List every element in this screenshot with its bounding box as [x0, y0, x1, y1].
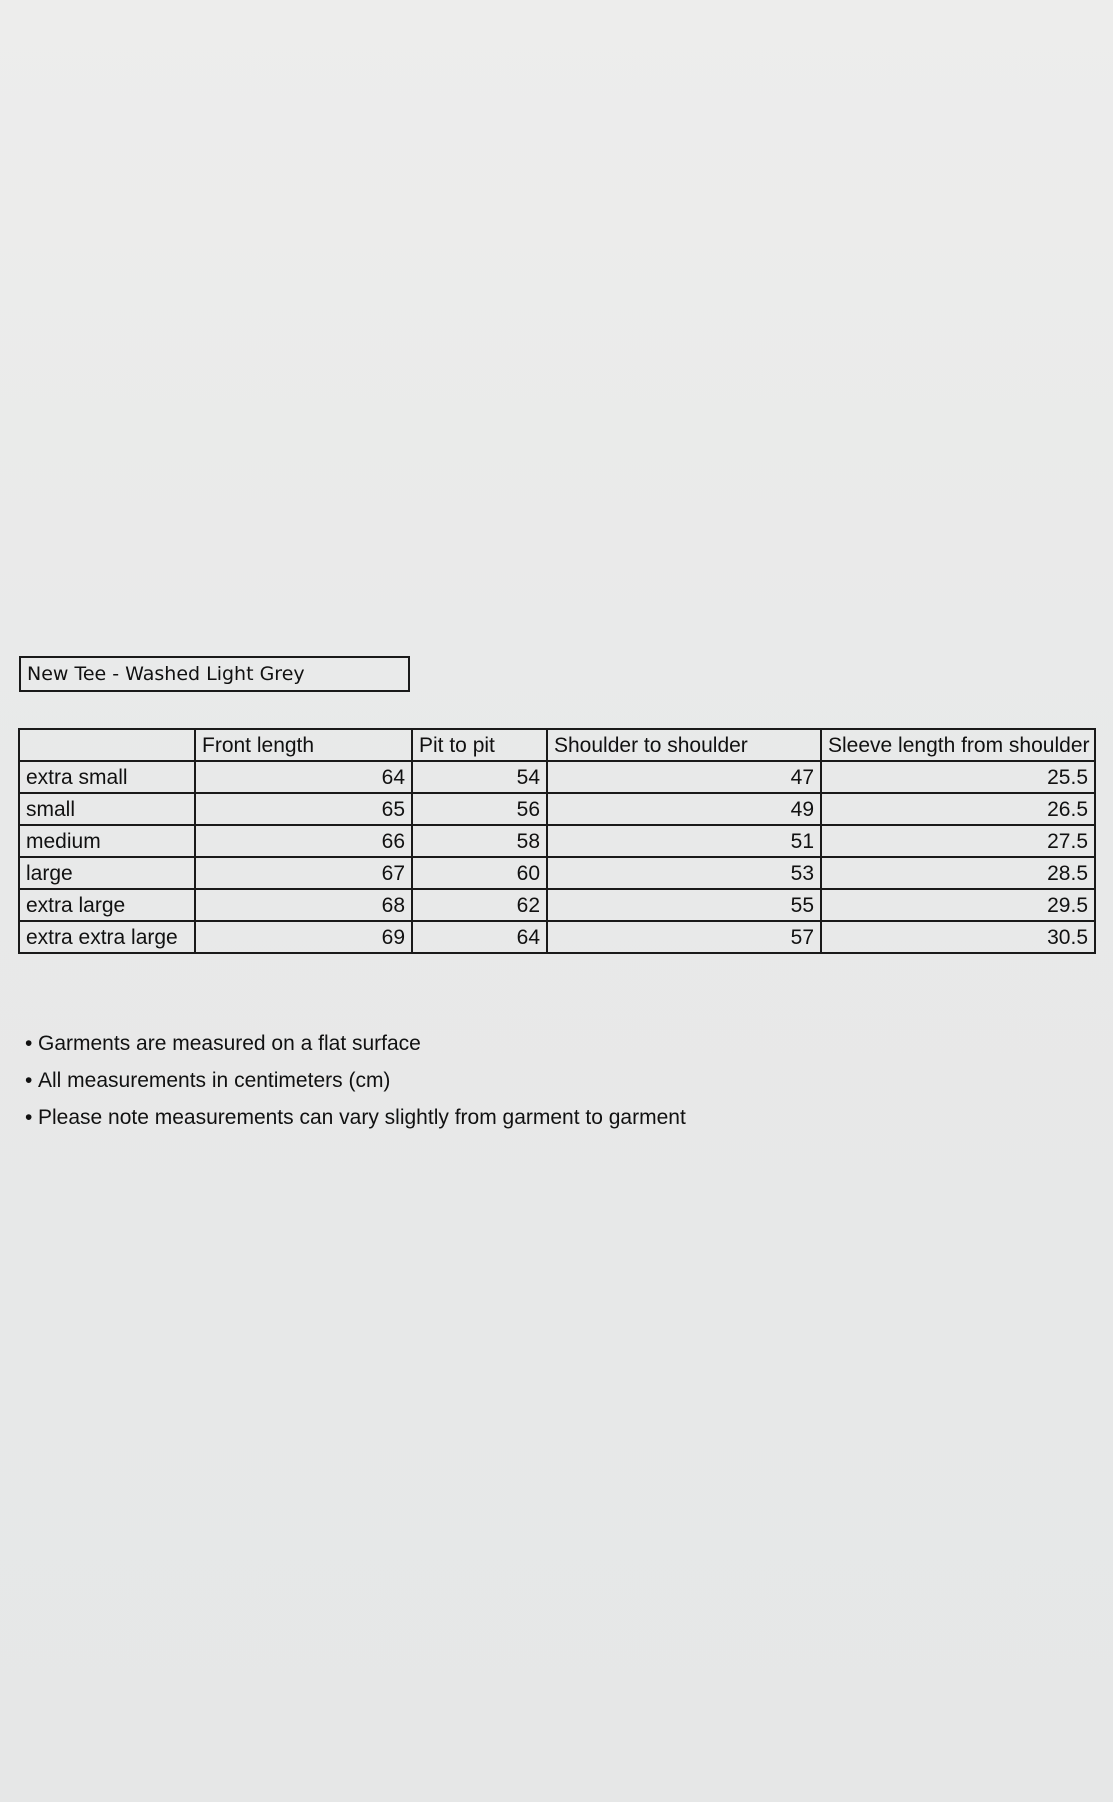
product-title: New Tee - Washed Light Grey: [19, 656, 410, 692]
front-length-value: 64: [195, 761, 412, 793]
shoulder-to-shoulder-value: 53: [547, 857, 821, 889]
sleeve-length-value: 29.5: [821, 889, 1095, 921]
bullet-icon: •: [25, 1032, 33, 1055]
shoulder-to-shoulder-value: 57: [547, 921, 821, 953]
table-row: [19, 857, 1095, 889]
front-length-value: 67: [195, 857, 412, 889]
note-item: [25, 1030, 686, 1067]
note-item: [25, 1067, 686, 1104]
note-text: Please note measurements can vary slightly from garment to garment: [38, 1106, 686, 1129]
sleeve-length-value: 30.5: [821, 921, 1095, 953]
note-text: All measurements in centimeters (cm): [38, 1069, 391, 1092]
sleeve-length-value: 26.5: [821, 793, 1095, 825]
pit-to-pit-value: 54: [412, 761, 547, 793]
sleeve-length-value: 27.5: [821, 825, 1095, 857]
pit-to-pit-value: 60: [412, 857, 547, 889]
pit-to-pit-value: 62: [412, 889, 547, 921]
size-label: extra large: [19, 889, 195, 921]
table-row: [19, 825, 1095, 857]
size-label: extra extra large: [19, 921, 195, 953]
size-label: extra small: [19, 761, 195, 793]
pit-to-pit-value: 58: [412, 825, 547, 857]
shoulder-to-shoulder-value: 47: [547, 761, 821, 793]
table-header-row: [19, 729, 1095, 761]
measurement-notes: [25, 1030, 686, 1141]
table-row: [19, 761, 1095, 793]
header-pit-to-pit: Pit to pit: [412, 729, 547, 761]
table-row: [19, 793, 1095, 825]
header-shoulder-to-shoulder: Shoulder to shoulder: [547, 729, 821, 761]
pit-to-pit-value: 56: [412, 793, 547, 825]
front-length-value: 66: [195, 825, 412, 857]
pit-to-pit-value: 64: [412, 921, 547, 953]
sleeve-length-value: 25.5: [821, 761, 1095, 793]
table-row: [19, 921, 1095, 953]
header-sleeve-length: Sleeve length from shoulder: [821, 729, 1095, 761]
front-length-value: 68: [195, 889, 412, 921]
bullet-icon: •: [25, 1106, 33, 1129]
shoulder-to-shoulder-value: 55: [547, 889, 821, 921]
front-length-value: 69: [195, 921, 412, 953]
note-text: Garments are measured on a flat surface: [38, 1032, 421, 1055]
size-label: small: [19, 793, 195, 825]
sleeve-length-value: 28.5: [821, 857, 1095, 889]
shoulder-to-shoulder-value: 51: [547, 825, 821, 857]
header-front-length: Front length: [195, 729, 412, 761]
table-row: [19, 889, 1095, 921]
note-item: [25, 1104, 686, 1141]
header-size-corner: [19, 729, 195, 761]
size-label: medium: [19, 825, 195, 857]
shoulder-to-shoulder-value: 49: [547, 793, 821, 825]
size-label: large: [19, 857, 195, 889]
bullet-icon: •: [25, 1069, 33, 1092]
size-table: [18, 728, 1096, 954]
front-length-value: 65: [195, 793, 412, 825]
